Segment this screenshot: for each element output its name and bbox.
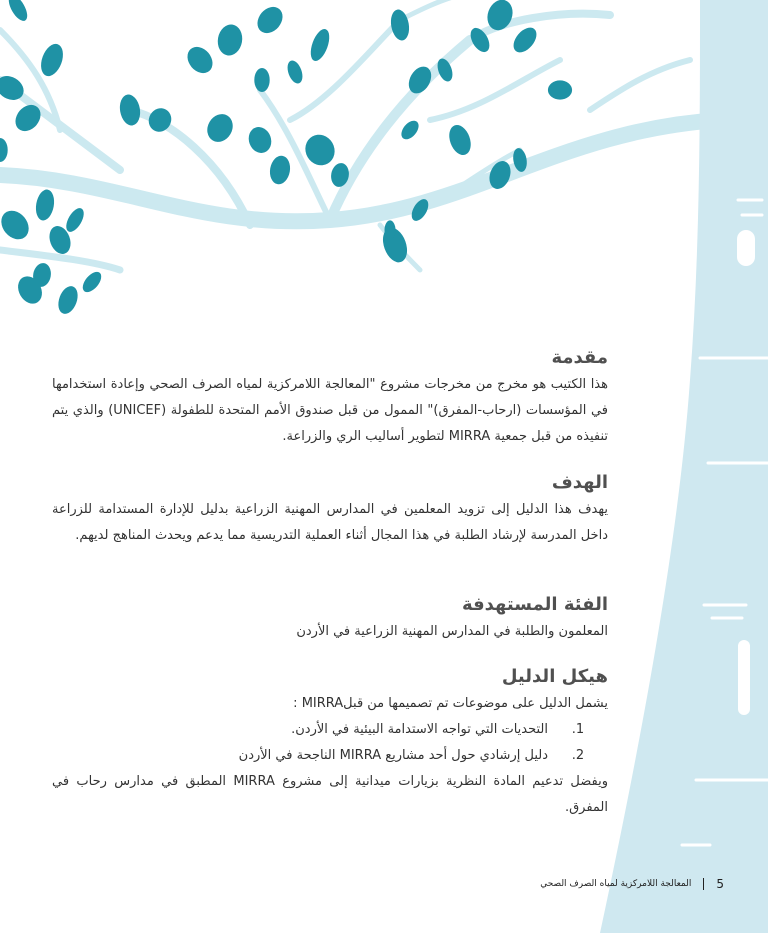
page-number: 5 <box>716 877 724 891</box>
leaf <box>0 138 8 162</box>
section-structure <box>52 666 608 821</box>
leaf <box>202 109 237 146</box>
tree-branches <box>0 0 720 270</box>
leaf <box>385 220 396 239</box>
structure-intro: يشمل الدليل على موضوعات تم تصميمها من قبلMIRRA : <box>293 696 608 711</box>
list-item <box>52 743 608 769</box>
leaf <box>398 117 422 142</box>
leaf <box>37 41 67 79</box>
list-item <box>52 717 608 743</box>
leaf <box>268 154 293 186</box>
leaf <box>118 93 143 127</box>
leaf <box>509 23 541 56</box>
audience-heading: الفئة المستهدفة <box>461 594 608 615</box>
structure-list <box>52 717 608 769</box>
list-item-number: 1. <box>571 722 585 737</box>
leaf <box>389 8 412 42</box>
leaf <box>79 269 105 296</box>
list-item-text: دليل إرشادي حول أحد مشاريع MIRRA الناجحة في الأردن <box>238 748 548 763</box>
tree-leaves <box>0 0 572 317</box>
leaf <box>252 2 287 38</box>
footer-title: المعالجة اللامركزية لمياه الصرف الصحي <box>540 879 692 889</box>
intro-paragraph: هذا الكتيب هو مخرج من مخرجات مشروع "المعالجة اللامركزية لمياه الصرف الصحي وإعادة استخدامها في المؤسسات (ارحاب-المفرق)" الممول من قبل صندوق الأمم المتحدة للطفولة (UNICEF) والذي يتم تنفيذه من قبل جمعية MIRRA لتطوير أساليب الري والزراعة. <box>52 377 608 444</box>
leaf <box>34 188 57 222</box>
leaf <box>0 205 34 244</box>
leaf <box>215 23 244 58</box>
leaf <box>548 80 572 99</box>
structure-closing: ويفضل تدعيم المادة النظرية بزيارات ميدانية إلى مشروع MIRRA المطبق في مدارس رحاب في المفرق. <box>52 774 609 815</box>
section-intro <box>52 347 608 450</box>
intro-heading: مقدمة <box>551 347 608 368</box>
page-footer <box>534 877 724 891</box>
section-goal <box>52 472 608 549</box>
leaf <box>5 0 31 24</box>
leaf <box>245 124 275 156</box>
structure-heading: هيكل الدليل <box>501 666 608 687</box>
audience-paragraph: المعلمون والطلبة في المدارس المهنية الزراعية في الأردن <box>296 624 608 639</box>
leaf <box>254 68 269 92</box>
leaf <box>63 205 88 234</box>
leaf <box>182 42 217 78</box>
list-item-number: 2. <box>571 748 585 763</box>
goal-paragraph: يهدف هذا الدليل إلى تزويد المعلمين في المدارس المهنية الزراعية بدليل للإدارة المستدامة للزراعة داخل المدرسة لإرشاد الطلبة في هذا المجال أثناء العملية التدريسية مما يدعم ويحدث المناهج لديهم. <box>52 502 608 543</box>
section-audience <box>52 594 608 645</box>
leaf <box>307 27 333 64</box>
goal-heading: الهدف <box>551 472 608 493</box>
list-item-text: التحديات التي تواجه الاستدامة البيئية في الأردن. <box>291 722 548 737</box>
leaf <box>55 283 81 316</box>
leaf <box>285 58 306 85</box>
footer-divider <box>703 878 704 890</box>
leaf <box>445 122 474 158</box>
